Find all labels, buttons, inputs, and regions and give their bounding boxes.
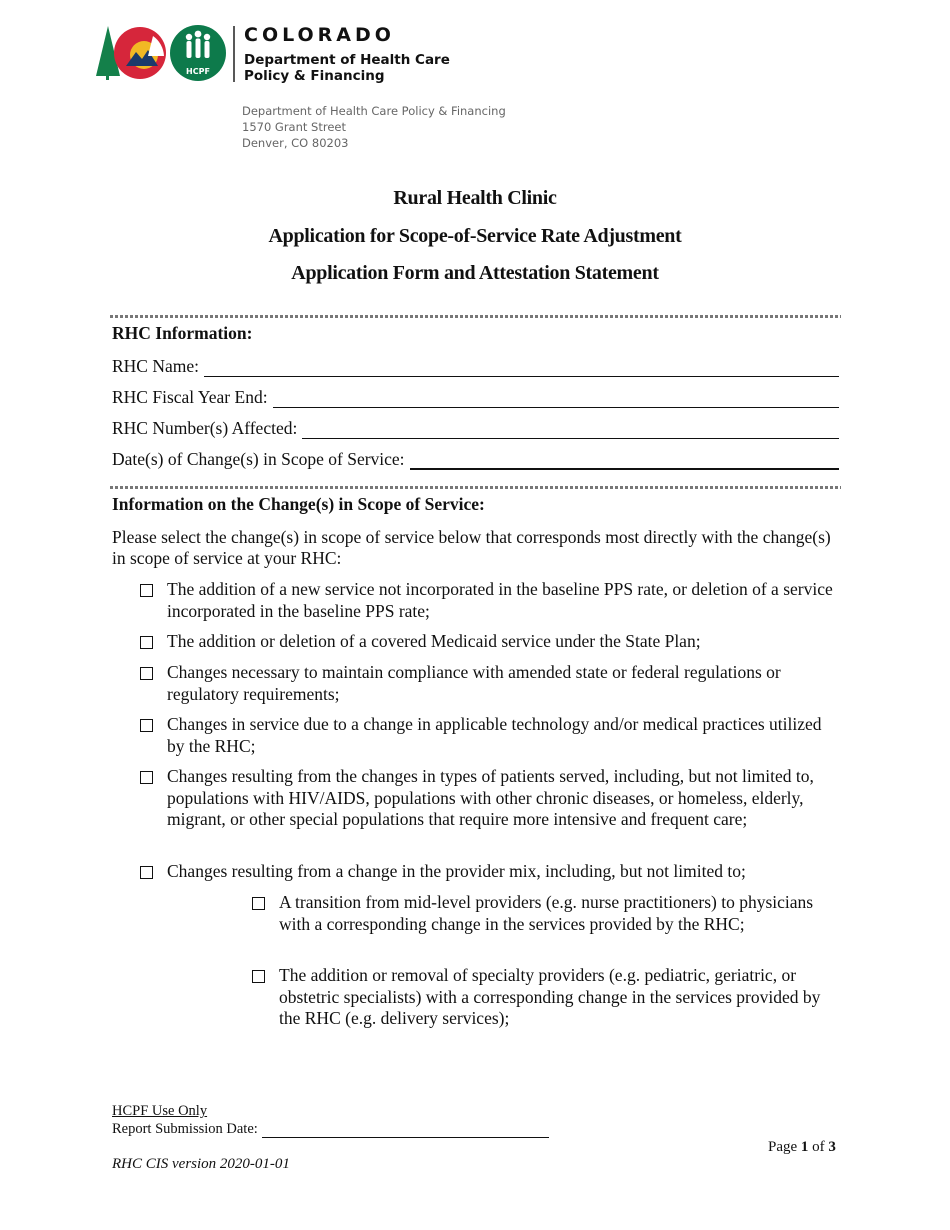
checkbox[interactable] [252, 897, 265, 910]
colorado-hcpf-logo [92, 22, 242, 86]
change-dates-input[interactable] [410, 450, 839, 470]
option-label: The addition or deletion of a covered Medicaid service under the State Plan; [167, 631, 701, 651]
org-name: COLORADO [244, 24, 395, 46]
dept-line-1: Department of Health Care [244, 52, 450, 68]
rhc-numbers-label: RHC Number(s) Affected: [112, 418, 298, 438]
page-current: 1 [800, 1139, 809, 1155]
address-line-1: Department of Health Care Policy & Financing [242, 104, 506, 118]
option-technology-change [140, 714, 840, 757]
page-prefix: Page [768, 1139, 798, 1155]
option-label: A transition from mid-level providers (e.g. nurse practitioners) to physicians with a corresponding change in the services provided by the RHC; [279, 892, 814, 934]
changes-intro: Please select the change(s) in scope of service below that corresponds most directly with the change(s) in scope of service at your RHC: [112, 527, 831, 568]
fiscal-year-end-input[interactable] [273, 389, 839, 408]
section-divider [110, 486, 841, 489]
org-block [244, 24, 450, 84]
sub-option-mid-level-transition [252, 892, 842, 935]
address-line-2: 1570 Grant Street [242, 120, 347, 134]
checkbox[interactable] [140, 584, 153, 597]
sub-option-specialty-providers [252, 965, 842, 1030]
fiscal-year-end-field [112, 386, 839, 408]
option-new-service [140, 579, 840, 622]
rhc-info-heading: RHC Information: [112, 323, 253, 343]
checkbox[interactable] [140, 667, 153, 680]
changes-heading: Information on the Change(s) in Scope of Service: [112, 494, 485, 514]
checkbox[interactable] [140, 771, 153, 784]
title-form: Application Form and Attestation Statement [291, 262, 659, 284]
page-number [768, 1138, 836, 1156]
hcpf-use-only: HCPF Use Only [112, 1103, 208, 1119]
section-divider [110, 315, 841, 318]
checkbox[interactable] [252, 970, 265, 983]
option-label: The addition or removal of specialty providers (e.g. pediatric, geriatric, or obstetric specialists) with a corresponding change in the services provided by the RHC (e.g. delivery services); [279, 965, 821, 1028]
rhc-name-input[interactable] [204, 358, 839, 377]
rhc-name-field [112, 355, 839, 377]
page-of: of [812, 1139, 825, 1155]
title-application: Application for Scope-of-Service Rate Adjustment [268, 225, 682, 247]
address-line-3: Denver, CO 80203 [242, 136, 349, 150]
address-block [242, 103, 506, 151]
option-label: Changes necessary to maintain compliance with amended state or federal regulations or regulatory requirements; [167, 662, 781, 704]
checkbox[interactable] [140, 866, 153, 879]
option-provider-mix [140, 861, 840, 883]
checkbox[interactable] [140, 636, 153, 649]
page-total: 3 [828, 1139, 836, 1155]
checkbox[interactable] [140, 719, 153, 732]
rhc-numbers-input[interactable] [302, 420, 839, 439]
change-dates-field [112, 448, 839, 470]
title-main: Rural Health Clinic [393, 187, 557, 209]
option-label: Changes resulting from the changes in types of patients served, including, but not limited to, populations with HIV/AIDS, populations with other chronic diseases, or homeless, elderly, migrant, or other special populations that require more intensive and frequent care; [167, 766, 814, 829]
rhc-name-label: RHC Name: [112, 356, 200, 376]
dept-line-2: Policy & Financing [244, 68, 385, 84]
submission-date-field [112, 1120, 549, 1138]
option-regulatory-compliance [140, 662, 840, 705]
option-label: The addition of a new service not incorporated in the baseline PPS rate, or deletion of a service incorporated in the baseline PPS rate; [167, 579, 833, 621]
option-patient-types [140, 766, 840, 831]
option-label: Changes resulting from a change in the provider mix, including, but not limited to; [167, 861, 746, 881]
option-label: Changes in service due to a change in applicable technology and/or medical practices utilized by the RHC; [167, 714, 822, 756]
rhc-numbers-field [112, 417, 839, 439]
version-label: RHC CIS version 2020-01-01 [112, 1156, 290, 1172]
hcpf-badge-text: HCPF [186, 67, 210, 76]
submission-date-label: Report Submission Date: [112, 1121, 258, 1137]
submission-date-input[interactable] [262, 1122, 549, 1138]
change-dates-label: Date(s) of Change(s) in Scope of Service: [112, 449, 405, 469]
fiscal-year-end-label: RHC Fiscal Year End: [112, 387, 268, 407]
option-medicaid-service [140, 631, 840, 653]
